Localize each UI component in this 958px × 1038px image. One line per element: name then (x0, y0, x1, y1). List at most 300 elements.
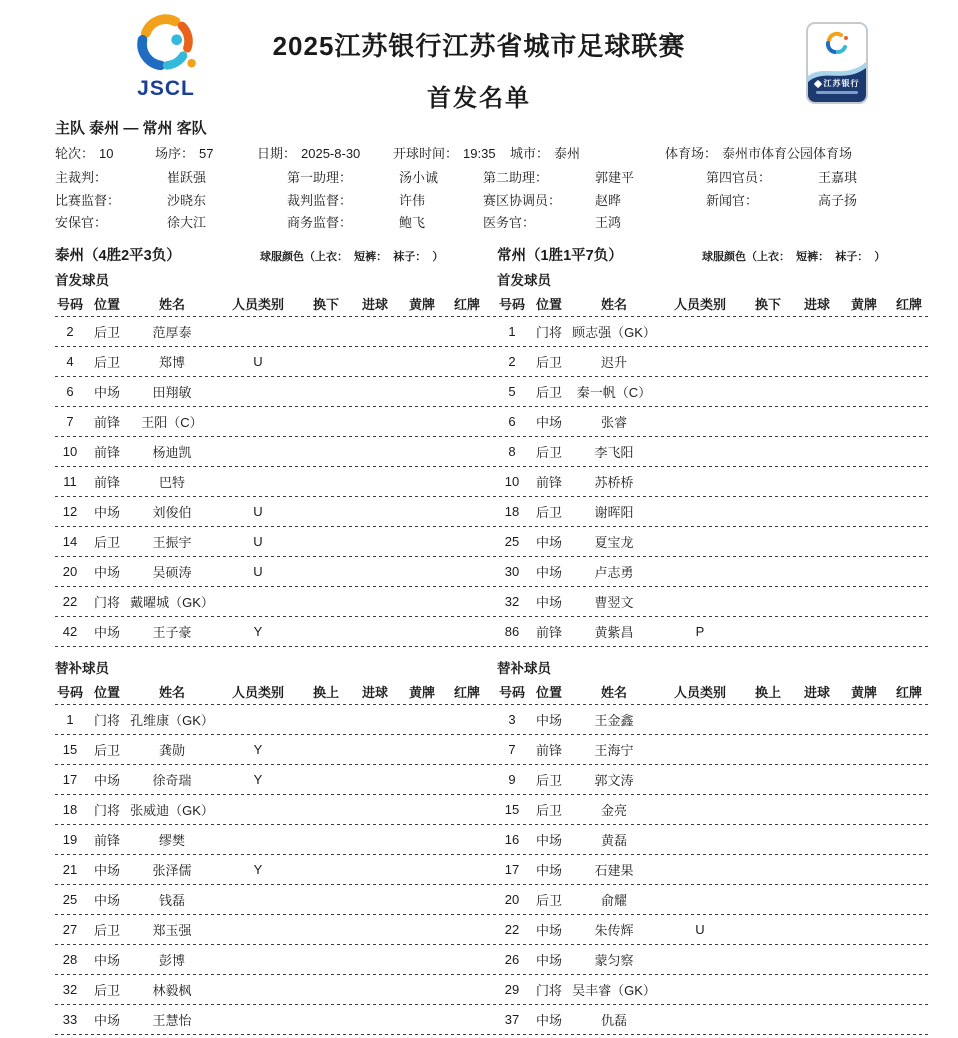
home-player (55, 322, 489, 341)
player-row (55, 885, 933, 915)
home-starters-label: 首发球员 (55, 272, 109, 288)
player-row (55, 587, 933, 617)
player-row (55, 377, 933, 407)
column-header-6: 进球 (361, 296, 388, 312)
subs-rows (55, 705, 933, 1035)
home-player (55, 532, 489, 551)
player-number: 22 (504, 922, 520, 937)
player-number: 25 (504, 534, 520, 549)
column-header-7: 黄牌 (408, 296, 435, 312)
player-name: 张威迪（GK） (130, 803, 214, 818)
player-position: 后卫 (535, 893, 562, 908)
column-header-5: 换上 (754, 684, 781, 700)
player-number: 28 (62, 952, 78, 967)
player-name: 王阳（C） (141, 415, 203, 430)
column-header-2: 位置 (535, 684, 562, 700)
player-name: 钱磊 (158, 893, 185, 908)
away-team-name: 常州 (497, 247, 526, 264)
field-value: 沙晓东 (167, 192, 207, 208)
player-position: 后卫 (93, 355, 120, 370)
player-row (55, 317, 933, 347)
player-position: 后卫 (535, 355, 562, 370)
player-category: U (253, 564, 263, 579)
player-position: 后卫 (93, 325, 120, 340)
field-label: 商务监督： (287, 215, 353, 230)
player-position: 前锋 (93, 415, 120, 430)
player-name: 石建果 (594, 863, 634, 878)
away-player (497, 950, 931, 969)
player-name: 王子豪 (152, 625, 192, 640)
officials-row (55, 190, 958, 213)
starters-column-headers (55, 290, 933, 317)
player-row (55, 705, 933, 735)
player-category: U (253, 504, 263, 519)
subs-column-headers (55, 678, 933, 705)
officials-row (55, 167, 958, 190)
player-row (55, 617, 933, 647)
away-player (497, 502, 931, 521)
player-position: 中场 (93, 385, 120, 400)
player-category: Y (253, 772, 263, 787)
label-value-pair (287, 167, 483, 190)
rosters-block (55, 244, 933, 1035)
player-position: 前锋 (93, 833, 120, 848)
home-player (55, 800, 489, 819)
player-number: 21 (62, 862, 78, 877)
player-number: 7 (508, 742, 516, 757)
field-label: 第二助理： (483, 170, 549, 185)
player-name: 吴丰睿（GK） (572, 983, 656, 998)
bank-badge (806, 22, 868, 104)
home-player (55, 890, 489, 909)
player-name: 卢志勇 (594, 565, 634, 580)
player-number: 20 (62, 564, 78, 579)
home-player (55, 710, 489, 729)
home-player (55, 860, 489, 879)
away-player (497, 920, 931, 939)
field-value: 赵晔 (595, 192, 622, 208)
away-player (497, 472, 931, 491)
player-category: Y (253, 862, 263, 877)
label-value-pair (706, 190, 958, 213)
player-name: 苏桥桥 (594, 475, 634, 490)
field-label: 日期： (257, 146, 297, 161)
player-number: 5 (508, 384, 516, 399)
player-row (55, 825, 933, 855)
away-player (497, 740, 931, 759)
player-number: 18 (504, 504, 520, 519)
bank-logo-icon (813, 80, 821, 88)
field-label: 城市： (510, 146, 550, 161)
player-row (55, 347, 933, 377)
player-name: 夏宝龙 (594, 535, 634, 550)
away-player (497, 562, 931, 581)
column-header-8: 红牌 (895, 684, 922, 700)
player-name: 顾志强（GK） (572, 325, 656, 340)
player-position: 门将 (535, 983, 562, 998)
player-name: 黄磊 (600, 833, 627, 848)
player-name: 徐奇瑞 (152, 773, 192, 788)
column-header-7: 黄牌 (408, 684, 435, 700)
away-team-header (497, 244, 931, 265)
field-label: 轮次： (55, 146, 95, 161)
bank-name: 江苏银行 (823, 79, 860, 88)
player-number: 7 (66, 414, 74, 429)
player-position: 后卫 (93, 743, 120, 758)
starters-rows (55, 317, 933, 647)
away-player (497, 412, 931, 431)
player-name: 谢晖阳 (594, 505, 634, 520)
field-value: 崔跃强 (167, 170, 207, 185)
field-value: 郭建平 (595, 170, 635, 185)
label-value-pair (287, 212, 483, 235)
column-header-5: 换上 (312, 684, 339, 700)
home-subs-label: 替补球员 (55, 660, 109, 676)
player-name: 俞耀 (600, 893, 627, 908)
player-number: 14 (62, 534, 78, 549)
player-position: 中场 (93, 893, 120, 908)
column-header-4: 人员类别 (231, 296, 284, 312)
player-row (55, 527, 933, 557)
player-name: 郭文涛 (594, 773, 634, 788)
player-name: 缪樊 (158, 833, 185, 848)
player-number: 19 (62, 832, 78, 847)
home-player (55, 592, 489, 611)
home-team-record: （4胜2平3负） (84, 247, 181, 264)
player-name: 秦一帆（C） (576, 385, 652, 400)
player-category: Y (253, 624, 263, 639)
player-position: 中场 (535, 415, 562, 430)
label-value-pair (483, 190, 706, 213)
player-number: 32 (62, 982, 78, 997)
page-subtitle: 首发名单 (427, 85, 531, 112)
away-player (497, 770, 931, 789)
player-position: 前锋 (93, 475, 120, 490)
player-number: 11 (63, 474, 77, 489)
home-team-header (55, 244, 489, 265)
player-row (55, 1005, 933, 1035)
starters-label-row (55, 272, 933, 290)
home-kit-colors-label: 球服颜色（上衣： 短裤： 袜子： ） (260, 250, 444, 263)
player-position: 前锋 (535, 743, 562, 758)
teams-header-row (55, 244, 933, 265)
player-position: 门将 (93, 803, 120, 818)
player-number: 12 (62, 504, 78, 519)
player-name: 王振宇 (152, 535, 192, 550)
column-header-8: 红牌 (453, 296, 480, 312)
column-header-4: 人员类别 (231, 684, 284, 700)
player-category: Y (253, 742, 263, 757)
column-header-6: 进球 (803, 684, 830, 700)
field-value: 19:35 (463, 146, 496, 161)
player-position: 中场 (93, 565, 120, 580)
player-number: 25 (62, 892, 78, 907)
label-value-pair (393, 145, 510, 162)
column-header-7: 黄牌 (850, 296, 877, 312)
field-value: 王鸿 (595, 215, 622, 230)
officials-row (55, 212, 958, 235)
player-name: 迟升 (600, 355, 627, 370)
player-number: 17 (62, 772, 78, 787)
player-position: 中场 (535, 833, 562, 848)
matchup-line: 主队 泰州 — 常州 客队 (55, 120, 207, 137)
field-label: 第一助理： (287, 170, 353, 185)
player-position: 后卫 (535, 385, 562, 400)
field-value: 汤小诚 (399, 170, 439, 185)
home-player (55, 980, 489, 999)
player-position: 前锋 (535, 625, 562, 640)
column-header-6: 进球 (803, 296, 830, 312)
player-number: 15 (504, 802, 520, 817)
field-value: 高子扬 (818, 192, 858, 208)
away-player (497, 442, 931, 461)
player-position: 后卫 (93, 983, 120, 998)
player-name: 戴曜城（GK） (130, 595, 214, 610)
column-header-8: 红牌 (453, 684, 480, 700)
player-position: 前锋 (93, 445, 120, 460)
field-value: 鲍飞 (399, 215, 426, 230)
field-label: 安保官： (55, 215, 108, 230)
away-starters-label: 首发球员 (497, 272, 551, 288)
column-header-4: 人员类别 (673, 684, 726, 700)
player-number: 9 (508, 772, 516, 787)
player-name: 孔维康（GK） (130, 713, 214, 728)
player-position: 后卫 (535, 773, 562, 788)
player-number: 20 (504, 892, 520, 907)
player-number: 10 (62, 444, 78, 459)
player-name: 李飞阳 (594, 445, 634, 460)
away-subs-label: 替补球员 (497, 660, 551, 676)
player-number: 33 (62, 1012, 78, 1027)
bank-badge-bottom (808, 72, 866, 102)
starters-section (55, 272, 933, 647)
player-name: 郑玉强 (152, 923, 192, 938)
player-name: 林毅枫 (152, 983, 192, 998)
player-position: 中场 (93, 505, 120, 520)
player-position: 中场 (93, 953, 120, 968)
player-number: 22 (62, 594, 78, 609)
field-value: 57 (199, 146, 214, 161)
label-value-pair (706, 167, 958, 190)
player-name: 巴特 (158, 475, 185, 490)
column-header-1: 号码 (56, 684, 83, 700)
field-label: 医务官： (483, 215, 536, 230)
field-value: 许伟 (399, 192, 426, 208)
away-player (497, 622, 931, 641)
player-row (55, 855, 933, 885)
label-value-pair (257, 145, 393, 162)
column-header-8: 红牌 (895, 296, 922, 312)
player-row (55, 795, 933, 825)
player-position: 中场 (93, 1013, 120, 1028)
player-category: P (695, 624, 705, 639)
player-name: 王金鑫 (594, 713, 634, 728)
player-number: 26 (504, 952, 520, 967)
home-player (55, 502, 489, 521)
player-name: 田翔敏 (152, 385, 192, 400)
player-row (55, 975, 933, 1005)
column-header-4: 人员类别 (673, 296, 726, 312)
label-value-pair (55, 167, 287, 190)
player-category: U (695, 922, 705, 937)
column-header-2: 位置 (93, 684, 120, 700)
player-position: 后卫 (535, 445, 562, 460)
player-row (55, 437, 933, 467)
home-player (55, 382, 489, 401)
player-position: 中场 (93, 773, 120, 788)
label-value-pair (510, 145, 665, 162)
home-team-name: 泰州 (55, 247, 84, 264)
label-value-pair (483, 212, 706, 235)
column-header-5: 换下 (754, 296, 781, 312)
field-label: 比赛监督： (55, 192, 121, 208)
player-name: 彭博 (158, 953, 185, 968)
column-header-6: 进球 (361, 684, 388, 700)
bank-swirl-icon (823, 31, 851, 57)
field-label: 赛区协调员： (483, 192, 562, 208)
player-position: 中场 (535, 1013, 562, 1028)
player-name: 龚勋 (158, 743, 185, 758)
away-column-headers (497, 294, 931, 313)
home-player (55, 472, 489, 491)
player-name: 杨迪凯 (152, 445, 192, 460)
field-value: 泰州 (554, 146, 581, 161)
player-number: 30 (504, 564, 520, 579)
player-position: 中场 (93, 863, 120, 878)
player-position: 中场 (535, 713, 562, 728)
home-player (55, 562, 489, 581)
field-value: 泰州市体育公园体育场 (722, 146, 853, 161)
player-name: 张泽儒 (152, 863, 192, 878)
away-player (497, 860, 931, 879)
player-name: 蒙匀察 (594, 953, 634, 968)
label-value-pair (55, 190, 287, 213)
player-number: 32 (504, 594, 520, 609)
field-label: 裁判监督： (287, 192, 353, 208)
player-position: 中场 (535, 595, 562, 610)
player-row (55, 407, 933, 437)
label-value-pair (287, 190, 483, 213)
player-position: 中场 (535, 535, 562, 550)
player-number: 37 (504, 1012, 520, 1027)
player-number: 2 (508, 354, 516, 369)
column-header-1: 号码 (498, 684, 525, 700)
away-player (497, 592, 931, 611)
home-player (55, 920, 489, 939)
column-header-1: 号码 (498, 296, 525, 312)
away-player (497, 322, 931, 341)
field-value: 10 (99, 146, 114, 161)
player-number: 17 (504, 862, 520, 877)
player-number: 10 (504, 474, 520, 489)
player-name: 王慧怡 (152, 1013, 192, 1028)
player-position: 后卫 (535, 505, 562, 520)
column-header-3: 姓名 (600, 296, 627, 312)
player-category: U (253, 534, 263, 549)
player-row (55, 945, 933, 975)
player-position: 后卫 (93, 535, 120, 550)
label-value-pair (55, 212, 287, 235)
label-value-pair (55, 145, 155, 162)
player-name: 金亮 (600, 803, 627, 818)
player-position: 门将 (93, 713, 120, 728)
column-header-1: 号码 (56, 296, 83, 312)
home-player (55, 770, 489, 789)
column-header-5: 换下 (312, 296, 339, 312)
player-position: 中场 (93, 625, 120, 640)
field-label: 第四官员： (706, 170, 772, 185)
player-row (55, 497, 933, 527)
home-column-headers (55, 294, 489, 313)
away-player (497, 352, 931, 371)
player-number: 18 (62, 802, 78, 817)
field-label: 新闻官： (706, 192, 759, 208)
player-number: 6 (508, 414, 516, 429)
column-header-2: 位置 (93, 296, 120, 312)
player-number: 42 (62, 624, 78, 639)
match-info-row (55, 145, 958, 162)
player-position: 中场 (535, 863, 562, 878)
player-row (55, 557, 933, 587)
player-number: 4 (66, 354, 74, 369)
player-number: 6 (66, 384, 74, 399)
player-row (55, 467, 933, 497)
player-position: 中场 (535, 923, 562, 938)
home-player (55, 412, 489, 431)
player-name: 范厚泰 (152, 325, 192, 340)
away-player (497, 800, 931, 819)
field-value: 2025-8-30 (301, 146, 361, 161)
away-player (497, 830, 931, 849)
column-header-2: 位置 (535, 296, 562, 312)
bank-logo-row (815, 80, 860, 88)
away-column-headers (497, 682, 931, 701)
field-label: 场序： (155, 146, 195, 161)
player-number: 1 (66, 712, 74, 727)
player-name: 曹翌文 (594, 595, 634, 610)
away-player (497, 980, 931, 999)
player-row (55, 735, 933, 765)
home-column-headers (55, 682, 489, 701)
player-number: 16 (504, 832, 520, 847)
away-player (497, 710, 931, 729)
column-header-3: 姓名 (158, 296, 185, 312)
player-name: 吴硕涛 (152, 565, 192, 580)
label-value-pair (665, 145, 958, 162)
away-kit-colors-label: 球服颜色（上衣： 短裤： 袜子： ） (702, 250, 886, 263)
home-team-title (55, 244, 260, 265)
field-label: 体育场： (665, 146, 718, 161)
player-row (55, 765, 933, 795)
player-name: 朱传辉 (594, 923, 634, 938)
bank-tagline-strip (816, 91, 858, 94)
player-position: 门将 (93, 595, 120, 610)
player-number: 15 (62, 742, 78, 757)
page-title: 2025江苏银行江苏省城市足球联赛 (272, 31, 686, 61)
home-player (55, 442, 489, 461)
column-header-3: 姓名 (158, 684, 185, 700)
label-value-pair (155, 145, 257, 162)
away-player (497, 1010, 931, 1029)
player-row (55, 915, 933, 945)
player-name: 黄紫昌 (594, 625, 634, 640)
player-position: 前锋 (535, 475, 562, 490)
away-team-title (497, 244, 702, 265)
substitutes-section (55, 660, 933, 1035)
player-number: 2 (66, 324, 74, 339)
away-player (497, 890, 931, 909)
player-name: 郑博 (158, 355, 185, 370)
